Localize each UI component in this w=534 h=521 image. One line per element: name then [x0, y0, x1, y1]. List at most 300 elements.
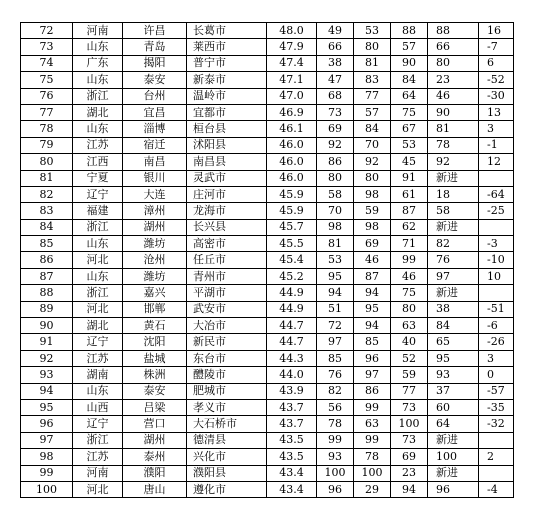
county-cell: 濮阳县	[187, 465, 267, 481]
rank-change-cell: -52	[479, 72, 514, 88]
indicator-1-cell: 97	[317, 334, 354, 350]
city-cell: 南昌	[123, 154, 187, 170]
previous-rank-cell: 46	[428, 88, 479, 104]
previous-rank-cell: 88	[428, 23, 479, 39]
rank-cell: 85	[21, 236, 73, 252]
score-cell: 45.2	[267, 268, 317, 284]
score-cell: 47.9	[267, 39, 317, 55]
county-cell: 沭阳县	[187, 137, 267, 153]
indicator-2-cell: 84	[354, 121, 391, 137]
county-cell: 东台市	[187, 350, 267, 366]
city-cell: 泰安	[123, 383, 187, 399]
table-row	[21, 285, 514, 301]
score-cell: 44.7	[267, 318, 317, 334]
rank-change-cell: -25	[479, 203, 514, 219]
indicator-3-cell: 45	[391, 154, 428, 170]
rank-change-cell: 12	[479, 154, 514, 170]
rank-change-cell: 0	[479, 367, 514, 383]
indicator-3-cell: 84	[391, 72, 428, 88]
rank-change-cell: -30	[479, 88, 514, 104]
rank-change-cell: 10	[479, 268, 514, 284]
indicator-1-cell: 93	[317, 449, 354, 465]
county-cell: 青州市	[187, 268, 267, 284]
indicator-3-cell: 57	[391, 39, 428, 55]
rank-cell: 98	[21, 449, 73, 465]
indicator-3-cell: 40	[391, 334, 428, 350]
indicator-3-cell: 90	[391, 55, 428, 71]
province-cell: 河北	[73, 301, 123, 317]
table-row	[21, 137, 514, 153]
city-cell: 泰安	[123, 72, 187, 88]
province-cell: 辽宁	[73, 334, 123, 350]
city-cell: 潍坊	[123, 236, 187, 252]
county-cell: 南昌县	[187, 154, 267, 170]
indicator-1-cell: 76	[317, 367, 354, 383]
county-cell: 莱西市	[187, 39, 267, 55]
previous-rank-cell: 64	[428, 416, 479, 432]
rank-cell: 100	[21, 481, 73, 497]
rank-cell: 91	[21, 334, 73, 350]
previous-rank-cell: 38	[428, 301, 479, 317]
score-cell: 44.7	[267, 334, 317, 350]
table-row	[21, 318, 514, 334]
indicator-1-cell: 85	[317, 350, 354, 366]
indicator-3-cell: 87	[391, 203, 428, 219]
indicator-2-cell: 57	[354, 104, 391, 120]
rank-cell: 82	[21, 186, 73, 202]
indicator-3-cell: 63	[391, 318, 428, 334]
county-cell: 新民市	[187, 334, 267, 350]
county-cell: 宜都市	[187, 104, 267, 120]
province-cell: 河南	[73, 23, 123, 39]
score-cell: 45.4	[267, 252, 317, 268]
previous-rank-cell: 82	[428, 236, 479, 252]
score-cell: 43.7	[267, 399, 317, 415]
previous-rank-cell: 100	[428, 449, 479, 465]
previous-rank-cell: 新进	[428, 432, 479, 448]
rank-cell: 80	[21, 154, 73, 170]
province-cell: 山东	[73, 268, 123, 284]
county-cell: 平湖市	[187, 285, 267, 301]
table-row	[21, 88, 514, 104]
previous-rank-cell: 58	[428, 203, 479, 219]
indicator-3-cell: 62	[391, 219, 428, 235]
table-row	[21, 383, 514, 399]
rank-cell: 92	[21, 350, 73, 366]
table-row	[21, 465, 514, 481]
indicator-3-cell: 73	[391, 432, 428, 448]
previous-rank-cell: 新进	[428, 285, 479, 301]
city-cell: 株洲	[123, 367, 187, 383]
table-row	[21, 170, 514, 186]
indicator-3-cell: 59	[391, 367, 428, 383]
table-row	[21, 236, 514, 252]
city-cell: 宜昌	[123, 104, 187, 120]
city-cell: 濮阳	[123, 465, 187, 481]
rank-change-cell: -32	[479, 416, 514, 432]
county-cell: 兴化市	[187, 449, 267, 465]
indicator-2-cell: 80	[354, 39, 391, 55]
score-cell: 46.9	[267, 104, 317, 120]
rank-cell: 79	[21, 137, 73, 153]
rank-change-cell: 3	[479, 121, 514, 137]
rank-cell: 84	[21, 219, 73, 235]
score-cell: 46.0	[267, 170, 317, 186]
rank-cell: 86	[21, 252, 73, 268]
province-cell: 辽宁	[73, 416, 123, 432]
indicator-2-cell: 99	[354, 399, 391, 415]
indicator-3-cell: 80	[391, 301, 428, 317]
province-cell: 河南	[73, 465, 123, 481]
indicator-2-cell: 87	[354, 268, 391, 284]
table-row	[21, 39, 514, 55]
city-cell: 潍坊	[123, 268, 187, 284]
city-cell: 大连	[123, 186, 187, 202]
county-cell: 高密市	[187, 236, 267, 252]
indicator-2-cell: 85	[354, 334, 391, 350]
province-cell: 山东	[73, 121, 123, 137]
province-cell: 山东	[73, 383, 123, 399]
province-cell: 福建	[73, 203, 123, 219]
previous-rank-cell: 84	[428, 318, 479, 334]
indicator-2-cell: 98	[354, 219, 391, 235]
previous-rank-cell: 65	[428, 334, 479, 350]
rank-cell: 87	[21, 268, 73, 284]
indicator-3-cell: 46	[391, 268, 428, 284]
score-cell: 47.4	[267, 55, 317, 71]
score-cell: 43.4	[267, 465, 317, 481]
previous-rank-cell: 78	[428, 137, 479, 153]
indicator-2-cell: 70	[354, 137, 391, 153]
rank-change-cell: 16	[479, 23, 514, 39]
indicator-1-cell: 49	[317, 23, 354, 39]
previous-rank-cell: 66	[428, 39, 479, 55]
indicator-2-cell: 100	[354, 465, 391, 481]
rank-change-cell: 3	[479, 350, 514, 366]
rank-change-cell: -26	[479, 334, 514, 350]
table-row	[21, 481, 514, 497]
province-cell: 江苏	[73, 350, 123, 366]
indicator-1-cell: 38	[317, 55, 354, 71]
previous-rank-cell: 76	[428, 252, 479, 268]
indicator-3-cell: 100	[391, 416, 428, 432]
rank-change-cell	[479, 432, 514, 448]
indicator-1-cell: 98	[317, 219, 354, 235]
indicator-3-cell: 99	[391, 252, 428, 268]
city-cell: 嘉兴	[123, 285, 187, 301]
score-cell: 45.5	[267, 236, 317, 252]
province-cell: 辽宁	[73, 186, 123, 202]
previous-rank-cell: 96	[428, 481, 479, 497]
indicator-1-cell: 94	[317, 285, 354, 301]
province-cell: 湖北	[73, 104, 123, 120]
indicator-3-cell: 23	[391, 465, 428, 481]
table-row	[21, 350, 514, 366]
indicator-2-cell: 97	[354, 367, 391, 383]
county-cell: 龙海市	[187, 203, 267, 219]
province-cell: 浙江	[73, 285, 123, 301]
city-cell: 银川	[123, 170, 187, 186]
table-body	[21, 23, 514, 498]
province-cell: 山东	[73, 39, 123, 55]
indicator-2-cell: 69	[354, 236, 391, 252]
county-cell: 孝义市	[187, 399, 267, 415]
indicator-2-cell: 78	[354, 449, 391, 465]
indicator-3-cell: 77	[391, 383, 428, 399]
county-cell: 大冶市	[187, 318, 267, 334]
table-row	[21, 72, 514, 88]
rank-change-cell: -57	[479, 383, 514, 399]
rank-change-cell: 2	[479, 449, 514, 465]
city-cell: 揭阳	[123, 55, 187, 71]
county-cell: 桓台县	[187, 121, 267, 137]
county-cell: 长兴县	[187, 219, 267, 235]
province-cell: 浙江	[73, 88, 123, 104]
indicator-2-cell: 46	[354, 252, 391, 268]
city-cell: 沧州	[123, 252, 187, 268]
rank-change-cell	[479, 285, 514, 301]
score-cell: 45.9	[267, 186, 317, 202]
indicator-3-cell: 53	[391, 137, 428, 153]
province-cell: 浙江	[73, 432, 123, 448]
table-row	[21, 219, 514, 235]
province-cell: 湖南	[73, 367, 123, 383]
indicator-1-cell: 96	[317, 481, 354, 497]
indicator-2-cell: 63	[354, 416, 391, 432]
indicator-2-cell: 53	[354, 23, 391, 39]
rank-change-cell: -64	[479, 186, 514, 202]
city-cell: 淄博	[123, 121, 187, 137]
rank-cell: 93	[21, 367, 73, 383]
county-cell: 大石桥市	[187, 416, 267, 432]
rank-cell: 94	[21, 383, 73, 399]
county-cell: 任丘市	[187, 252, 267, 268]
indicator-1-cell: 81	[317, 236, 354, 252]
ranking-table	[20, 22, 514, 498]
indicator-2-cell: 83	[354, 72, 391, 88]
score-cell: 44.9	[267, 301, 317, 317]
province-cell: 宁夏	[73, 170, 123, 186]
score-cell: 48.0	[267, 23, 317, 39]
indicator-2-cell: 94	[354, 318, 391, 334]
rank-change-cell: -51	[479, 301, 514, 317]
indicator-2-cell: 96	[354, 350, 391, 366]
previous-rank-cell: 92	[428, 154, 479, 170]
indicator-3-cell: 94	[391, 481, 428, 497]
city-cell: 湖州	[123, 432, 187, 448]
city-cell: 许昌	[123, 23, 187, 39]
table-row	[21, 416, 514, 432]
indicator-3-cell: 69	[391, 449, 428, 465]
rank-cell: 83	[21, 203, 73, 219]
rank-change-cell: -10	[479, 252, 514, 268]
table-row	[21, 252, 514, 268]
table-row	[21, 334, 514, 350]
county-cell: 温岭市	[187, 88, 267, 104]
table-row	[21, 104, 514, 120]
county-cell: 遵化市	[187, 481, 267, 497]
county-cell: 醴陵市	[187, 367, 267, 383]
rank-cell: 99	[21, 465, 73, 481]
rank-change-cell: -7	[479, 39, 514, 55]
score-cell: 46.1	[267, 121, 317, 137]
indicator-1-cell: 100	[317, 465, 354, 481]
indicator-2-cell: 80	[354, 170, 391, 186]
county-cell: 灵武市	[187, 170, 267, 186]
table-row	[21, 186, 514, 202]
table-row	[21, 432, 514, 448]
indicator-1-cell: 95	[317, 268, 354, 284]
county-cell: 肥城市	[187, 383, 267, 399]
county-cell: 德清县	[187, 432, 267, 448]
rank-change-cell: 13	[479, 104, 514, 120]
city-cell: 青岛	[123, 39, 187, 55]
score-cell: 45.7	[267, 219, 317, 235]
indicator-1-cell: 51	[317, 301, 354, 317]
score-cell: 46.0	[267, 154, 317, 170]
indicator-1-cell: 73	[317, 104, 354, 120]
indicator-1-cell: 72	[317, 318, 354, 334]
score-cell: 43.5	[267, 449, 317, 465]
province-cell: 江西	[73, 154, 123, 170]
rank-change-cell	[479, 219, 514, 235]
indicator-2-cell: 92	[354, 154, 391, 170]
rank-cell: 97	[21, 432, 73, 448]
rank-cell: 77	[21, 104, 73, 120]
previous-rank-cell: 新进	[428, 170, 479, 186]
province-cell: 江苏	[73, 137, 123, 153]
rank-change-cell: -1	[479, 137, 514, 153]
previous-rank-cell: 新进	[428, 465, 479, 481]
indicator-2-cell: 86	[354, 383, 391, 399]
rank-change-cell: -6	[479, 318, 514, 334]
county-cell: 普宁市	[187, 55, 267, 71]
rank-cell: 72	[21, 23, 73, 39]
indicator-1-cell: 82	[317, 383, 354, 399]
province-cell: 河北	[73, 481, 123, 497]
province-cell: 浙江	[73, 219, 123, 235]
indicator-1-cell: 58	[317, 186, 354, 202]
rank-change-cell	[479, 170, 514, 186]
score-cell: 43.7	[267, 416, 317, 432]
rank-cell: 88	[21, 285, 73, 301]
indicator-3-cell: 64	[391, 88, 428, 104]
province-cell: 山东	[73, 72, 123, 88]
previous-rank-cell: 93	[428, 367, 479, 383]
previous-rank-cell: 95	[428, 350, 479, 366]
table-row	[21, 449, 514, 465]
score-cell: 44.3	[267, 350, 317, 366]
city-cell: 沈阳	[123, 334, 187, 350]
indicator-1-cell: 70	[317, 203, 354, 219]
indicator-1-cell: 56	[317, 399, 354, 415]
score-cell: 44.0	[267, 367, 317, 383]
indicator-2-cell: 98	[354, 186, 391, 202]
table-row	[21, 55, 514, 71]
indicator-1-cell: 80	[317, 170, 354, 186]
table-row	[21, 121, 514, 137]
province-cell: 山西	[73, 399, 123, 415]
score-cell: 47.1	[267, 72, 317, 88]
rank-cell: 75	[21, 72, 73, 88]
table-row	[21, 399, 514, 415]
rank-cell: 95	[21, 399, 73, 415]
rank-cell: 96	[21, 416, 73, 432]
score-cell: 43.5	[267, 432, 317, 448]
indicator-1-cell: 86	[317, 154, 354, 170]
city-cell: 吕梁	[123, 399, 187, 415]
city-cell: 宿迁	[123, 137, 187, 153]
score-cell: 43.9	[267, 383, 317, 399]
city-cell: 唐山	[123, 481, 187, 497]
rank-change-cell: 6	[479, 55, 514, 71]
previous-rank-cell: 23	[428, 72, 479, 88]
rank-cell: 90	[21, 318, 73, 334]
previous-rank-cell: 新进	[428, 219, 479, 235]
previous-rank-cell: 60	[428, 399, 479, 415]
rank-cell: 78	[21, 121, 73, 137]
indicator-3-cell: 61	[391, 186, 428, 202]
city-cell: 台州	[123, 88, 187, 104]
table-row	[21, 301, 514, 317]
previous-rank-cell: 90	[428, 104, 479, 120]
province-cell: 湖北	[73, 318, 123, 334]
indicator-2-cell: 94	[354, 285, 391, 301]
indicator-2-cell: 77	[354, 88, 391, 104]
table-row	[21, 23, 514, 39]
rank-change-cell	[479, 465, 514, 481]
county-cell: 庄河市	[187, 186, 267, 202]
indicator-2-cell: 95	[354, 301, 391, 317]
indicator-3-cell: 52	[391, 350, 428, 366]
indicator-3-cell: 73	[391, 399, 428, 415]
indicator-1-cell: 68	[317, 88, 354, 104]
rank-cell: 76	[21, 88, 73, 104]
previous-rank-cell: 97	[428, 268, 479, 284]
previous-rank-cell: 18	[428, 186, 479, 202]
rank-cell: 89	[21, 301, 73, 317]
county-cell: 长葛市	[187, 23, 267, 39]
indicator-3-cell: 75	[391, 285, 428, 301]
indicator-1-cell: 92	[317, 137, 354, 153]
indicator-3-cell: 91	[391, 170, 428, 186]
indicator-1-cell: 66	[317, 39, 354, 55]
indicator-2-cell: 59	[354, 203, 391, 219]
indicator-3-cell: 75	[391, 104, 428, 120]
indicator-2-cell: 99	[354, 432, 391, 448]
rank-cell: 73	[21, 39, 73, 55]
score-cell: 45.9	[267, 203, 317, 219]
province-cell: 山东	[73, 236, 123, 252]
rank-change-cell: -35	[479, 399, 514, 415]
table-row	[21, 154, 514, 170]
county-cell: 新泰市	[187, 72, 267, 88]
previous-rank-cell: 80	[428, 55, 479, 71]
city-cell: 漳州	[123, 203, 187, 219]
score-cell: 46.0	[267, 137, 317, 153]
province-cell: 广东	[73, 55, 123, 71]
score-cell: 43.4	[267, 481, 317, 497]
indicator-1-cell: 53	[317, 252, 354, 268]
indicator-2-cell: 81	[354, 55, 391, 71]
city-cell: 泰州	[123, 449, 187, 465]
score-cell: 44.9	[267, 285, 317, 301]
city-cell: 黄石	[123, 318, 187, 334]
rank-cell: 81	[21, 170, 73, 186]
indicator-2-cell: 29	[354, 481, 391, 497]
indicator-1-cell: 69	[317, 121, 354, 137]
previous-rank-cell: 37	[428, 383, 479, 399]
